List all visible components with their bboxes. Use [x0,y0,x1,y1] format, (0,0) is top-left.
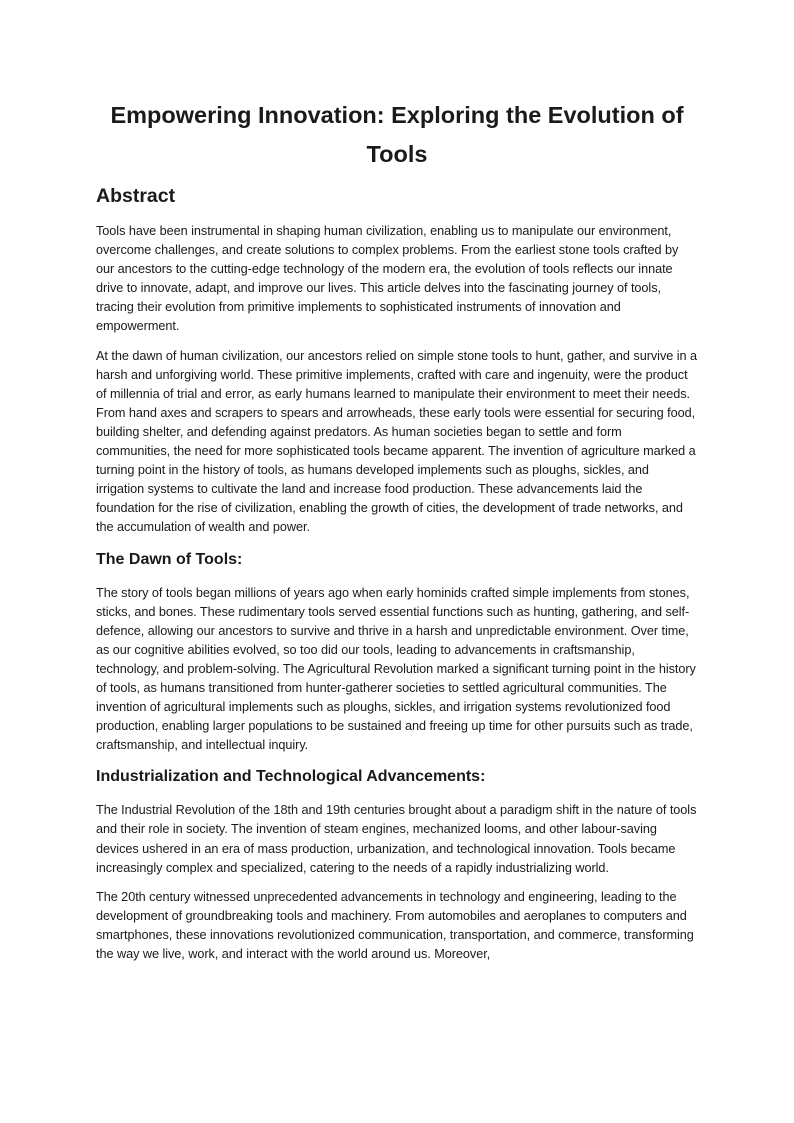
industrialization-paragraph-2: The 20th century witnessed unprecedented advancements in technology and engineering, leading to the development of groundbreaking tools and machinery. From automobiles and aeroplanes to computers and smartphones, these innovations revolutionized communication, transportation, and commerce, transforming the way we live, work, and interact with the world around us. Moreover, [96,889,694,961]
abstract-paragraph-1: Tools have been instrumental in shaping human civilization, enabling us to manipulate our environment, overcome challenges, and create solutions to complex problems. From the earliest stone tools crafted by our ancestors to the cutting-edge technology of the modern era, the evolution of tools reflects our innate drive to innovate, adapt, and improve our lives. This article delves into the fascinating journey of tools, tracing their evolution from primitive implements to sophisticated instruments of innovation and empowerment. [96,224,679,334]
document-page [96,96,698,974]
abstract-heading: Abstract [96,185,176,207]
abstract-paragraph-2: At the dawn of human civilization, our ancestors relied on simple stone tools to hunt, gather, and survive in a harsh and unforgiving world. These primitive implements, crafted with care and ingenuity, were the product of millennia of trial and error, as early humans learned to manipulate their environment to meet their needs. From hand axes and scrapers to spears and arrowheads, these early tools were essential for securing food, building shelter, and defending against predators. As human societies began to settle and form communities, the need for more sophisticated tools became apparent. The invention of agriculture marked a turning point in the history of tools, as humans developed implements such as ploughs, sickles, and irrigation systems to cultivate the land and increase food production. These advancements laid the foundation for the rise of civilization, enabling the growth of cities, the development of trade networks, and the accumulation of wealth and power. [96,348,697,535]
industrialization-heading: Industrialization and Technological Advancements: [96,768,486,786]
dawn-of-tools-heading: The Dawn of Tools: [96,550,243,568]
industrialization-paragraph-1: The Industrial Revolution of the 18th and 19th centuries brought about a paradigm shift in the nature of tools and their role in society. The invention of steam engines, mechanized looms, and other labour-saving devices ushered in an era of mass production, urbanization, and technological innovation. Tools became increasingly complex and specialized, catering to the needs of a rapidly industrializing world. [96,803,697,875]
dawn-of-tools-paragraph: The story of tools began millions of years ago when early hominids crafted simple implements from stones, sticks, and bones. These rudimentary tools served essential functions such as hunting, gathering, and self-defence, allowing our ancestors to survive and thrive in a harsh and unpredictable environment. Over time, as our cognitive abilities evolved, so too did our tools, leading to advancements in craftsmanship, technology, and problem-solving. The Agricultural Revolution marked a significant turning point in the history of tools, as humans transitioned from hunter-gatherer societies to settled agricultural communities. The invention of agricultural implements such as ploughs, sickles, and irrigation systems revolutionized food production, enabling larger populations to be sustained and freeing up time for other pursuits such as trade, craftsmanship, and intellectual inquiry. [96,585,696,753]
document-title: Empowering Innovation: Exploring the Evolution of Tools [110,102,684,167]
